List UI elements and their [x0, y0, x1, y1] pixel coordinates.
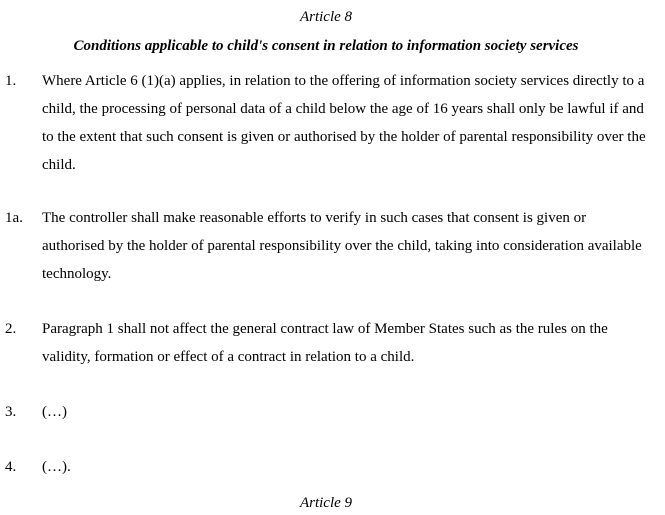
paragraph-text: (…).: [42, 459, 71, 475]
paragraph-text: Paragraph 1 shall not affect the general contract law of Member States such as the rules on the validity, formation or effect of a contract in relation to a child.: [42, 321, 608, 365]
paragraph-number: 1a.: [5, 210, 23, 226]
paragraph-text: The controller shall make reasonable efforts to verify in such cases that consent is given or authorised by the holder of parental responsibility over the child, taking into consideration available technology.: [42, 210, 642, 282]
paragraph-number: 3.: [5, 404, 17, 420]
next-article-heading: Article 9: [299, 495, 353, 511]
paragraph-text: Where Article 6 (1)(a) applies, in relation to the offering of information society services directly to a child, the processing of personal data of a child below the age of 16 years shall only be lawful if and to the extent that such consent is given or authorised by the holder of parental responsibility over the child.: [42, 73, 646, 173]
paragraph-number: 4.: [5, 459, 17, 475]
paragraph-text: (…): [42, 404, 67, 420]
paragraph-number: 1.: [5, 73, 17, 89]
article-heading: Article 8: [299, 9, 353, 25]
article-title: Conditions applicable to child's consent in relation to information society services: [73, 38, 579, 54]
paragraph-number: 2.: [5, 321, 17, 337]
